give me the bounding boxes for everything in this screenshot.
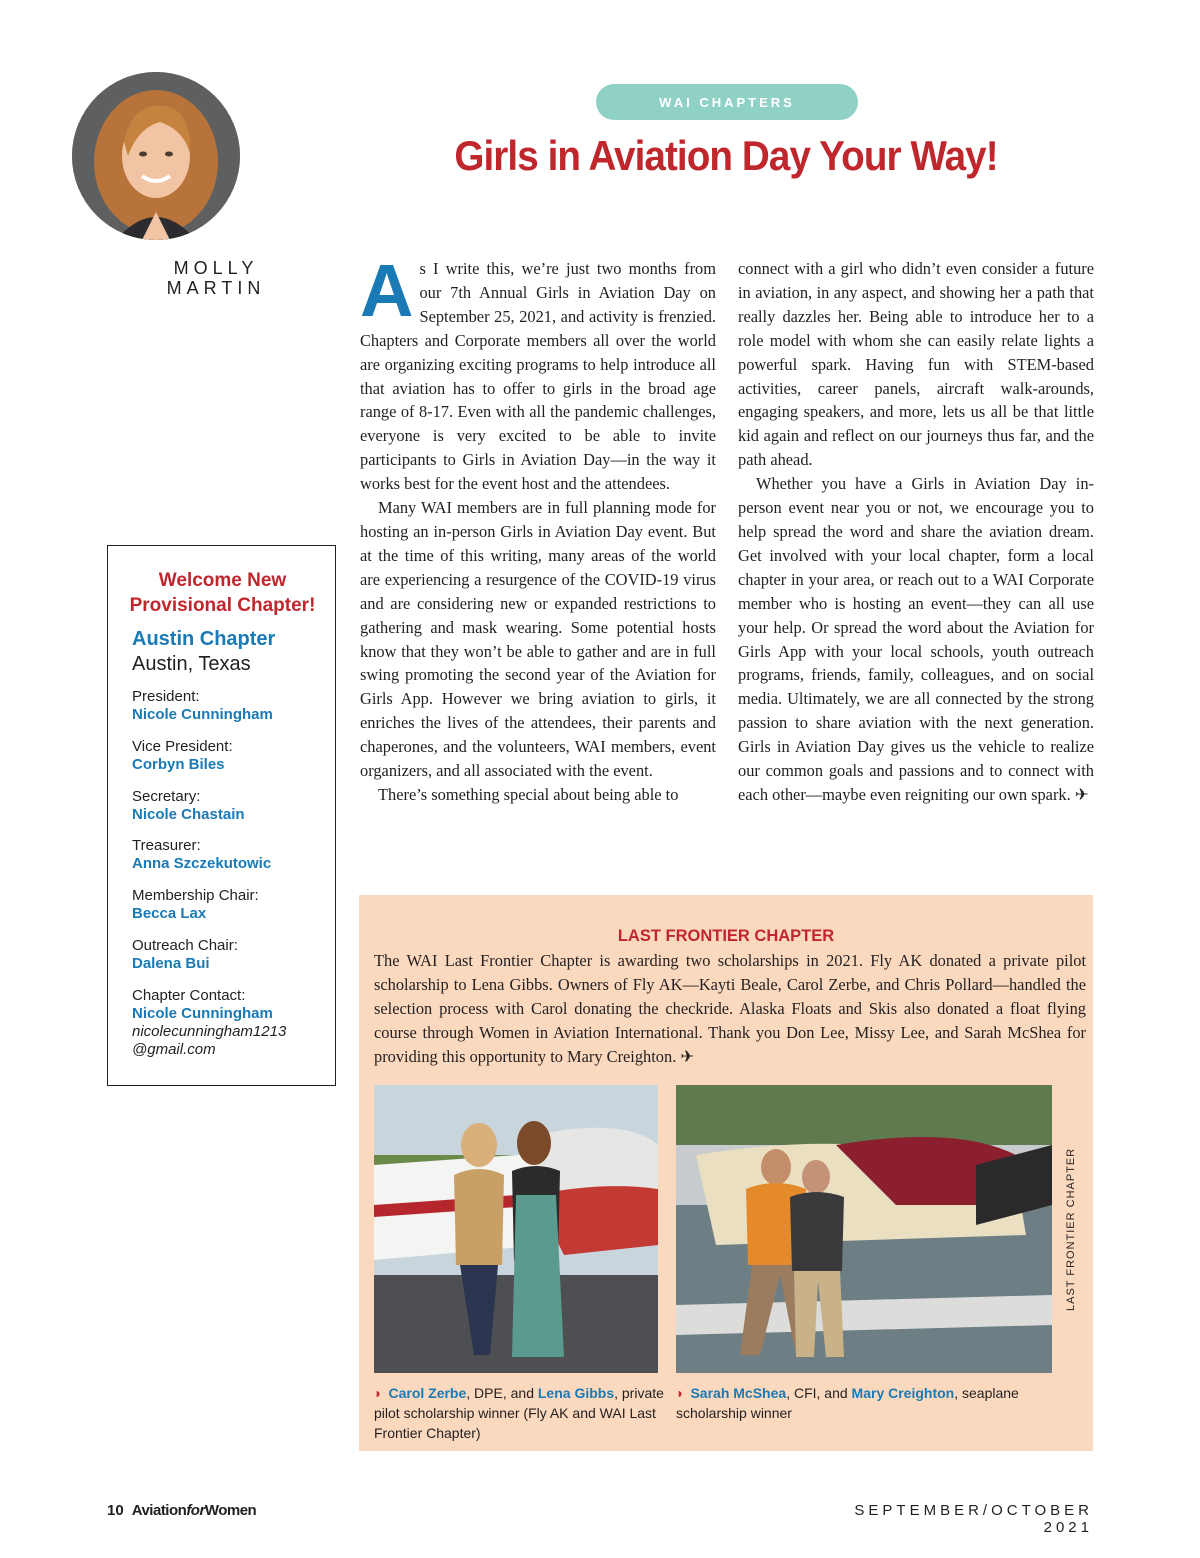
article-paragraph: As I write this, we’re just two months from our 7th Annual Girls in Aviation Day on September 25, 2021, and activity is frenzied. Chapters and Corporate members all over the world are organizing exciting programs to help introduce all that aviation has to offer to girls in the broad age range of 8-17. Even with all the pandemic challenges, everyone is very excited to be able to invite participants to Girls in Aviation Day—in the way it works best for the event host and the attendees. xyxy=(360,249,716,494)
photo-credit: LAST FRONTIER CHAPTER xyxy=(1065,1147,1077,1311)
officer-name: Nicole Chastain xyxy=(132,806,245,823)
last-frontier-box xyxy=(359,895,1093,1451)
officer-role: Membership Chair: xyxy=(132,887,259,904)
article-paragraph: connect with a girl who didn’t even consider a future in aviation, in any aspect, and showing her a path that really dazzles her. Being able to introduce her to a role model with whom she can easily relate lights a powerful spark. Having fun with STEM-based activities, career panels, aircraft walk-arounds, engaging speakers, and more, lets us all be that little kid again and reflect on our journeys thus far, and the path ahead. xyxy=(738,259,1094,470)
contact-email: nicolecunningham1213 @gmail.com xyxy=(132,1023,287,1058)
article-paragraph: Many WAI members are in full planning mode for hosting an in-person Girls in Aviation Day event. But at the time of this writing, many areas of the world are experiencing a resurgence of the COVID-19 virus and are considering new or expanded restrictions to gathering and mask wearing. Some potential hosts know that they won’t be able to gather and are in full swing promoting the second year of the Aviation for Girls App. However we bring aviation to girls, it enriches the lives of the attendees, their parents and chaperones, and the volunteers, WAI members, event organizers, and all associated with the event. xyxy=(360,498,716,781)
photo-carol-and-lena xyxy=(374,1085,658,1373)
sidebar-welcome-heading: Welcome New Provisional Chapter! xyxy=(129,570,316,616)
issue-date: SEPTEMBER/OCTOBER 2021 xyxy=(854,1502,1093,1536)
airplane-end-icon: ✈ xyxy=(680,1046,695,1066)
officer-name: Anna Szczekutowic xyxy=(132,855,272,872)
photo-caption-1: ◗ Carol Zerbe, DPE, and Lena Gibbs, private pilot scholarship winner (Fly AK and WAI Last Frontier Chapter) xyxy=(374,1385,664,1441)
officer-name: Dalena Bui xyxy=(132,955,210,972)
section-label: WAI CHAPTERS xyxy=(596,84,858,120)
officer-role: Secretary: xyxy=(132,788,201,805)
officer-name: Nicole Cunningham xyxy=(132,1005,273,1022)
officer-role: President: xyxy=(132,688,200,705)
officer-role: Outreach Chair: xyxy=(132,937,238,954)
officer-name: Becca Lax xyxy=(132,905,207,922)
page-footer-left xyxy=(107,1502,256,1519)
officer-role: Treasurer: xyxy=(132,837,201,854)
article-paragraph: Whether you have a Girls in Aviation Day in-person event near you or not, we encourage you to help spread the word and share the aviation dream. Get involved with your local chapter, form a local chapter in your area, or reach out to a WAI Corporate member who is hosting an event—they can all use your help. Or spread the word about the Aviation for Girls App with your local schools, youth outreach programs, friends, family, colleagues, and on social media. Ultimately, we are all connected by the strong passion to share aviation with the next generation. Girls in Aviation Day gives us the vehicle to realize our common goals and passions and to connect with each other—maybe even reigniting our own spark. ✈ xyxy=(738,474,1094,804)
article-paragraph: There’s something special about being able to xyxy=(378,784,679,804)
caption-marker-icon: ◗ xyxy=(676,1385,685,1401)
author-photo xyxy=(72,72,240,240)
photo-caption-2: ◗ Sarah McShea, CFI, and Mary Creighton, seaplane scholarship winner xyxy=(676,1385,1019,1421)
caption-marker-icon: ◗ xyxy=(374,1385,383,1401)
sidebar-chapter-location: Austin, Texas xyxy=(132,653,251,675)
drop-cap: A xyxy=(360,249,414,332)
frontier-title: LAST FRONTIER CHAPTER xyxy=(617,927,835,945)
officer-name: Corbyn Biles xyxy=(132,756,225,773)
frontier-text: The WAI Last Frontier Chapter is awarding two scholarships in 2021. Fly AK donated a private pilot scholarship to Lena Gibbs. Owners of Fly AK—Kayti Beale, Carol Zerbe, and Chris Pollard—handled the selection process with Carol donating the checkride. Alaska Floats and Skis also donated a float flying course through Women in Aviation International. Thank you Don Lee, Missy Lee, and Sarah McShea for providing this opportunity to Mary Creighton. ✈ xyxy=(374,951,1086,1066)
photo-sarah-and-mary xyxy=(676,1085,1052,1373)
sidebar-chapter-name: Austin Chapter xyxy=(132,628,276,650)
officer-name: Nicole Cunningham xyxy=(132,706,273,723)
new-chapter-sidebar xyxy=(107,545,336,1086)
author-name xyxy=(150,258,282,298)
page-number: 10 xyxy=(107,1502,124,1519)
officer-role: Chapter Contact: xyxy=(132,987,246,1004)
article-column-2 xyxy=(738,257,1094,807)
magazine-name: AviationforWomen xyxy=(131,1502,257,1519)
airplane-end-icon: ✈ xyxy=(1074,784,1089,804)
officer-role: Vice President: xyxy=(132,738,233,755)
article-column-1 xyxy=(360,249,716,807)
author-first-name: MOLLY xyxy=(173,258,259,278)
author-last-name: MARTIN xyxy=(166,278,266,298)
article-headline: Girls in Aviation Day Your Way! xyxy=(454,132,998,179)
